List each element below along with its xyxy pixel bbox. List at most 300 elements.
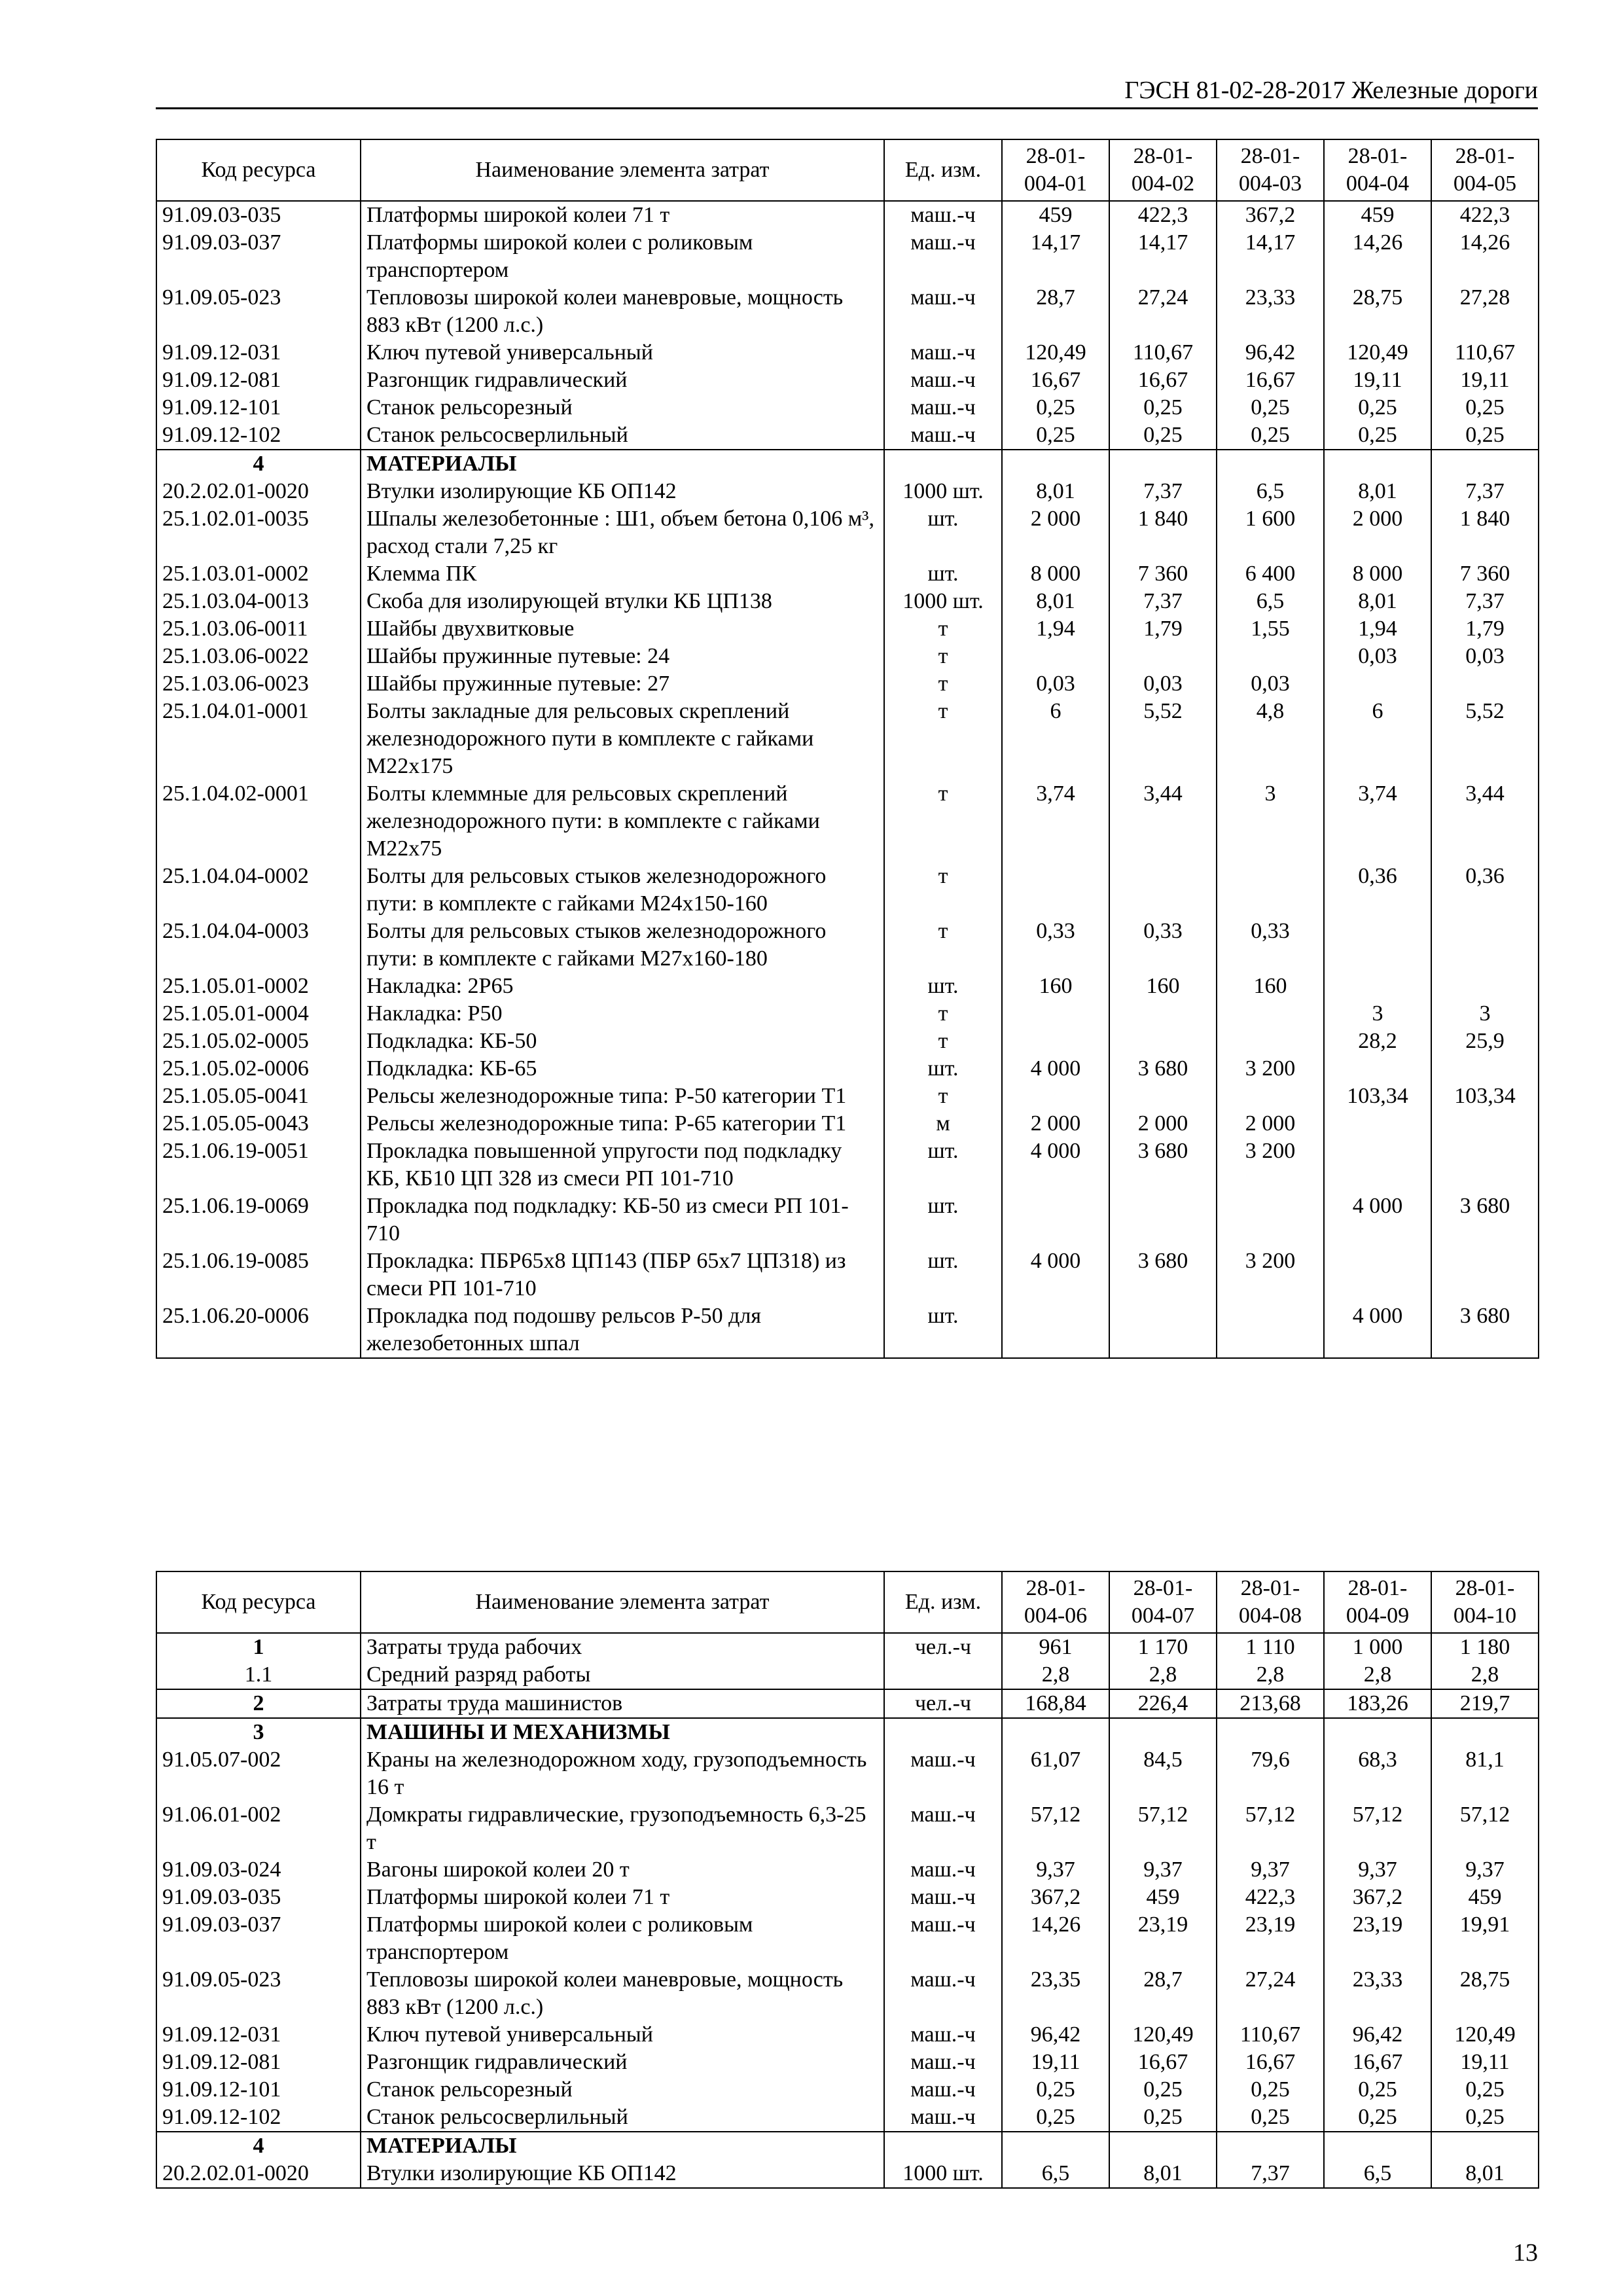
value-cell bbox=[1431, 2132, 1539, 2160]
column-header: 28-01-004-05 bbox=[1431, 139, 1539, 201]
value-cell: 0,36 bbox=[1431, 863, 1539, 918]
value-cell: 27,28 bbox=[1431, 284, 1539, 339]
table-row bbox=[156, 394, 1539, 422]
resource-code: 91.09.03-035 bbox=[156, 201, 361, 229]
value-cell: 57,12 bbox=[1002, 1801, 1109, 1856]
unit-cell: маш.-ч bbox=[884, 367, 1002, 394]
value-cell: 0,33 bbox=[1109, 918, 1217, 973]
resource-code: 25.1.04.02-0001 bbox=[156, 780, 361, 863]
value-cell: 1 600 bbox=[1217, 505, 1324, 560]
resource-table-1 bbox=[156, 139, 1539, 1359]
value-cell: 28,7 bbox=[1109, 1966, 1217, 2021]
section-row bbox=[156, 450, 1539, 478]
value-cell: 0,25 bbox=[1002, 422, 1109, 450]
value-cell: 0,25 bbox=[1109, 422, 1217, 450]
value-cell bbox=[1109, 1028, 1217, 1055]
value-cell: 160 bbox=[1002, 973, 1109, 1000]
value-cell bbox=[1109, 1193, 1217, 1247]
value-cell: 14,26 bbox=[1002, 1911, 1109, 1966]
value-cell: 0,25 bbox=[1109, 2076, 1217, 2104]
value-cell: 459 bbox=[1109, 1884, 1217, 1911]
value-cell: 8,01 bbox=[1324, 588, 1431, 615]
resource-code: 25.1.03.06-0011 bbox=[156, 615, 361, 643]
value-cell: 0,25 bbox=[1324, 2104, 1431, 2132]
column-header: 28-01-004-03 bbox=[1217, 139, 1324, 201]
table-row bbox=[156, 1801, 1539, 1856]
column-header: Код ресурса bbox=[156, 1571, 361, 1633]
value-cell bbox=[1324, 973, 1431, 1000]
value-cell: 0,25 bbox=[1002, 394, 1109, 422]
unit-cell: маш.-ч bbox=[884, 2021, 1002, 2049]
value-cell: 422,3 bbox=[1217, 1884, 1324, 1911]
value-cell bbox=[1002, 1028, 1109, 1055]
value-cell: 8,01 bbox=[1431, 2160, 1539, 2188]
value-cell: 27,24 bbox=[1217, 1966, 1324, 2021]
column-header: 28-01-004-02 bbox=[1109, 139, 1217, 201]
table-row bbox=[156, 780, 1539, 863]
value-cell: 8,01 bbox=[1324, 478, 1431, 505]
value-cell: 5,52 bbox=[1431, 698, 1539, 780]
table-row bbox=[156, 339, 1539, 367]
table-row bbox=[156, 1633, 1539, 1661]
value-cell: 6 400 bbox=[1217, 560, 1324, 588]
page-number: 13 bbox=[1513, 2239, 1538, 2267]
value-cell: 0,03 bbox=[1324, 643, 1431, 670]
table-row bbox=[156, 973, 1539, 1000]
value-cell: 2 000 bbox=[1324, 505, 1431, 560]
resource-name: Разгонщик гидравлический bbox=[361, 367, 884, 394]
value-cell: 81,1 bbox=[1431, 1746, 1539, 1801]
unit-cell: маш.-ч bbox=[884, 2076, 1002, 2104]
value-cell: 9,37 bbox=[1431, 1856, 1539, 1884]
value-cell bbox=[1217, 1000, 1324, 1028]
value-cell: 459 bbox=[1324, 201, 1431, 229]
value-cell: 8,01 bbox=[1002, 588, 1109, 615]
value-cell: 2 000 bbox=[1002, 505, 1109, 560]
value-cell: 3 bbox=[1431, 1000, 1539, 1028]
resource-name: МАТЕРИАЛЫ bbox=[361, 450, 884, 478]
resource-name: Шайбы пружинные путевые: 24 bbox=[361, 643, 884, 670]
table-row bbox=[156, 1746, 1539, 1801]
value-cell: 226,4 bbox=[1109, 1689, 1217, 1718]
resource-code: 3 bbox=[156, 1718, 361, 1746]
value-cell: 0,03 bbox=[1431, 643, 1539, 670]
value-cell bbox=[1217, 1028, 1324, 1055]
value-cell bbox=[1109, 2132, 1217, 2160]
column-header: Наименование элемента затрат bbox=[361, 1571, 884, 1633]
resource-code: 25.1.03.06-0022 bbox=[156, 643, 361, 670]
value-cell: 1 840 bbox=[1431, 505, 1539, 560]
value-cell bbox=[1431, 1138, 1539, 1193]
value-cell: 16,67 bbox=[1002, 367, 1109, 394]
value-cell bbox=[1431, 1110, 1539, 1138]
value-cell bbox=[1324, 670, 1431, 698]
value-cell bbox=[1109, 643, 1217, 670]
unit-cell bbox=[884, 450, 1002, 478]
value-cell: 28,2 bbox=[1324, 1028, 1431, 1055]
resource-code: 91.09.12-031 bbox=[156, 339, 361, 367]
unit-cell: маш.-ч bbox=[884, 339, 1002, 367]
value-cell: 2,8 bbox=[1002, 1661, 1109, 1689]
value-cell: 84,5 bbox=[1109, 1746, 1217, 1801]
resource-name: Платформы широкой колеи с роликовым транспортером bbox=[361, 229, 884, 284]
unit-cell: маш.-ч bbox=[884, 1884, 1002, 1911]
value-cell: 0,33 bbox=[1002, 918, 1109, 973]
value-cell: 57,12 bbox=[1109, 1801, 1217, 1856]
unit-cell: 1000 шт. bbox=[884, 588, 1002, 615]
resource-code: 25.1.04.04-0002 bbox=[156, 863, 361, 918]
resource-code: 91.09.03-037 bbox=[156, 1911, 361, 1966]
table-row bbox=[156, 505, 1539, 560]
section-row bbox=[156, 1718, 1539, 1746]
resource-code: 25.1.02.01-0035 bbox=[156, 505, 361, 560]
unit-cell: маш.-ч bbox=[884, 1966, 1002, 2021]
value-cell: 3 680 bbox=[1109, 1247, 1217, 1302]
table-row bbox=[156, 1661, 1539, 1689]
unit-cell: т bbox=[884, 670, 1002, 698]
value-cell bbox=[1217, 1193, 1324, 1247]
unit-cell: маш.-ч bbox=[884, 394, 1002, 422]
unit-cell: маш.-ч bbox=[884, 422, 1002, 450]
table-row bbox=[156, 1302, 1539, 1358]
resource-name: Болты для рельсовых стыков железнодорожного пути: в комплекте с гайками М24х150-160 bbox=[361, 863, 884, 918]
resource-name: Платформы широкой колеи с роликовым транспортером bbox=[361, 1911, 884, 1966]
resource-code: 25.1.05.02-0005 bbox=[156, 1028, 361, 1055]
resource-name: Болты закладные для рельсовых скреплений железнодорожного пути в комплекте с гайками М22х175 bbox=[361, 698, 884, 780]
value-cell: 57,12 bbox=[1217, 1801, 1324, 1856]
value-cell: 19,11 bbox=[1002, 2049, 1109, 2076]
value-cell: 57,12 bbox=[1324, 1801, 1431, 1856]
resource-code: 1.1 bbox=[156, 1661, 361, 1689]
value-cell: 0,25 bbox=[1431, 2104, 1539, 2132]
value-cell: 8,01 bbox=[1002, 478, 1109, 505]
resource-name: Шайбы пружинные путевые: 27 bbox=[361, 670, 884, 698]
table-row bbox=[156, 588, 1539, 615]
value-cell: 120,49 bbox=[1324, 339, 1431, 367]
resource-name: Домкраты гидравлические, грузоподъемность 6,3-25 т bbox=[361, 1801, 884, 1856]
column-header: Код ресурса bbox=[156, 139, 361, 201]
resource-code: 91.09.03-037 bbox=[156, 229, 361, 284]
unit-cell: т bbox=[884, 1000, 1002, 1028]
unit-cell: маш.-ч bbox=[884, 1801, 1002, 1856]
resource-code: 91.09.12-031 bbox=[156, 2021, 361, 2049]
unit-cell: чел.-ч bbox=[884, 1689, 1002, 1718]
resource-code: 91.09.05-023 bbox=[156, 1966, 361, 2021]
value-cell bbox=[1324, 918, 1431, 973]
resource-name: Шпалы железобетонные : Ш1, объем бетона 0,106 м³, расход стали 7,25 кг bbox=[361, 505, 884, 560]
document-title: ГЭСН 81-02-28-2017 Железные дороги bbox=[1124, 77, 1538, 104]
unit-cell: шт. bbox=[884, 1247, 1002, 1302]
resource-name: Болты для рельсовых стыков железнодорожного пути: в комплекте с гайками М27х160-180 bbox=[361, 918, 884, 973]
resource-name: Прокладка повышенной упругости под подкладку КБ, КБ10 ЦП 328 из смеси РП 101-710 bbox=[361, 1138, 884, 1193]
value-cell bbox=[1324, 1055, 1431, 1083]
unit-cell: т bbox=[884, 780, 1002, 863]
value-cell: 7,37 bbox=[1431, 588, 1539, 615]
table-row bbox=[156, 863, 1539, 918]
value-cell: 9,37 bbox=[1109, 1856, 1217, 1884]
resource-name: Втулки изолирующие КБ ОП142 bbox=[361, 478, 884, 505]
value-cell: 9,37 bbox=[1324, 1856, 1431, 1884]
resource-name: Платформы широкой колеи 71 т bbox=[361, 201, 884, 229]
value-cell: 459 bbox=[1431, 1884, 1539, 1911]
value-cell: 961 bbox=[1002, 1633, 1109, 1661]
table-row bbox=[156, 615, 1539, 643]
unit-cell: т bbox=[884, 1083, 1002, 1110]
unit-cell: шт. bbox=[884, 1302, 1002, 1358]
resource-name: Прокладка: ПБР65х8 ЦП143 (ПБР 65х7 ЦП318) из смеси РП 101-710 bbox=[361, 1247, 884, 1302]
value-cell: 2,8 bbox=[1109, 1661, 1217, 1689]
value-cell: 7,37 bbox=[1431, 478, 1539, 505]
unit-cell bbox=[884, 1661, 1002, 1689]
value-cell: 183,26 bbox=[1324, 1689, 1431, 1718]
value-cell: 0,25 bbox=[1431, 394, 1539, 422]
value-cell bbox=[1431, 1718, 1539, 1746]
value-cell: 7,37 bbox=[1109, 588, 1217, 615]
column-header: 28-01-004-08 bbox=[1217, 1571, 1324, 1633]
table-row bbox=[156, 2160, 1539, 2188]
unit-cell: м bbox=[884, 1110, 1002, 1138]
unit-cell: т bbox=[884, 643, 1002, 670]
table-row bbox=[156, 2104, 1539, 2132]
resource-code: 91.09.12-101 bbox=[156, 2076, 361, 2104]
value-cell bbox=[1109, 1302, 1217, 1358]
resource-code: 25.1.05.02-0006 bbox=[156, 1055, 361, 1083]
unit-cell: т bbox=[884, 615, 1002, 643]
value-cell bbox=[1324, 1247, 1431, 1302]
resource-code: 25.1.05.01-0002 bbox=[156, 973, 361, 1000]
resource-name: Станок рельсосверлильный bbox=[361, 422, 884, 450]
value-cell: 6 bbox=[1324, 698, 1431, 780]
value-cell: 1,55 bbox=[1217, 615, 1324, 643]
table-row bbox=[156, 2021, 1539, 2049]
value-cell: 3 bbox=[1217, 780, 1324, 863]
value-cell: 14,17 bbox=[1002, 229, 1109, 284]
value-cell: 2,8 bbox=[1431, 1661, 1539, 1689]
resource-name: Средний разряд работы bbox=[361, 1661, 884, 1689]
unit-cell: маш.-ч bbox=[884, 201, 1002, 229]
value-cell: 110,67 bbox=[1217, 2021, 1324, 2049]
column-header: Ед. изм. bbox=[884, 1571, 1002, 1633]
table-row bbox=[156, 670, 1539, 698]
value-cell: 5,52 bbox=[1109, 698, 1217, 780]
value-cell: 8 000 bbox=[1324, 560, 1431, 588]
resource-name: МАТЕРИАЛЫ bbox=[361, 2132, 884, 2160]
resource-name: Рельсы железнодорожные типа: Р-65 категории Т1 bbox=[361, 1110, 884, 1138]
resource-code: 91.09.12-101 bbox=[156, 394, 361, 422]
value-cell bbox=[1431, 450, 1539, 478]
value-cell bbox=[1002, 1193, 1109, 1247]
unit-cell: 1000 шт. bbox=[884, 2160, 1002, 2188]
resource-code: 25.1.03.04-0013 bbox=[156, 588, 361, 615]
value-cell: 61,07 bbox=[1002, 1746, 1109, 1801]
resource-name: Разгонщик гидравлический bbox=[361, 2049, 884, 2076]
resource-code: 25.1.05.05-0043 bbox=[156, 1110, 361, 1138]
table-row bbox=[156, 918, 1539, 973]
value-cell bbox=[1002, 2132, 1109, 2160]
resource-code: 91.06.01-002 bbox=[156, 1801, 361, 1856]
value-cell: 14,17 bbox=[1109, 229, 1217, 284]
value-cell bbox=[1431, 918, 1539, 973]
value-cell: 2 000 bbox=[1002, 1110, 1109, 1138]
value-cell: 16,67 bbox=[1324, 2049, 1431, 2076]
unit-cell: т bbox=[884, 863, 1002, 918]
resource-table-2 bbox=[156, 1571, 1539, 2189]
unit-cell: т bbox=[884, 1028, 1002, 1055]
column-header: 28-01-004-04 bbox=[1324, 139, 1431, 201]
value-cell: 8,01 bbox=[1109, 2160, 1217, 2188]
value-cell: 0,25 bbox=[1217, 2076, 1324, 2104]
value-cell: 68,3 bbox=[1324, 1746, 1431, 1801]
column-header: 28-01-004-09 bbox=[1324, 1571, 1431, 1633]
value-cell: 120,49 bbox=[1002, 339, 1109, 367]
value-cell: 3 680 bbox=[1109, 1138, 1217, 1193]
value-cell bbox=[1002, 1302, 1109, 1358]
value-cell: 4 000 bbox=[1324, 1193, 1431, 1247]
table-row bbox=[156, 1138, 1539, 1193]
value-cell bbox=[1324, 1718, 1431, 1746]
section-row bbox=[156, 2132, 1539, 2160]
resource-code: 91.09.03-024 bbox=[156, 1856, 361, 1884]
value-cell: 367,2 bbox=[1324, 1884, 1431, 1911]
resource-code: 91.09.12-081 bbox=[156, 367, 361, 394]
value-cell: 79,6 bbox=[1217, 1746, 1324, 1801]
value-cell bbox=[1431, 973, 1539, 1000]
value-cell: 6,5 bbox=[1002, 2160, 1109, 2188]
resource-code: 4 bbox=[156, 2132, 361, 2160]
column-header: 28-01-004-06 bbox=[1002, 1571, 1109, 1633]
value-cell: 96,42 bbox=[1002, 2021, 1109, 2049]
value-cell: 3 bbox=[1324, 1000, 1431, 1028]
value-cell: 3 200 bbox=[1217, 1247, 1324, 1302]
value-cell: 9,37 bbox=[1002, 1856, 1109, 1884]
resource-name: Подкладка: КБ-65 bbox=[361, 1055, 884, 1083]
table-row bbox=[156, 478, 1539, 505]
table-row bbox=[156, 367, 1539, 394]
resource-code: 20.2.02.01-0020 bbox=[156, 2160, 361, 2188]
value-cell bbox=[1324, 2132, 1431, 2160]
value-cell: 27,24 bbox=[1109, 284, 1217, 339]
value-cell: 96,42 bbox=[1324, 2021, 1431, 2049]
value-cell: 0,36 bbox=[1324, 863, 1431, 918]
resource-code: 91.09.05-023 bbox=[156, 284, 361, 339]
table-row bbox=[156, 422, 1539, 450]
value-cell: 16,67 bbox=[1217, 367, 1324, 394]
value-cell bbox=[1217, 863, 1324, 918]
value-cell: 0,25 bbox=[1431, 422, 1539, 450]
value-cell: 23,35 bbox=[1002, 1966, 1109, 2021]
resource-code: 25.1.06.20-0006 bbox=[156, 1302, 361, 1358]
value-cell: 19,91 bbox=[1431, 1911, 1539, 1966]
value-cell bbox=[1002, 863, 1109, 918]
resource-name: Станок рельсосверлильный bbox=[361, 2104, 884, 2132]
resource-name: Подкладка: КБ-50 bbox=[361, 1028, 884, 1055]
unit-cell: маш.-ч bbox=[884, 284, 1002, 339]
table-row bbox=[156, 698, 1539, 780]
value-cell: 0,03 bbox=[1217, 670, 1324, 698]
value-cell bbox=[1109, 1083, 1217, 1110]
table-row bbox=[156, 560, 1539, 588]
value-cell: 16,67 bbox=[1109, 2049, 1217, 2076]
unit-cell: маш.-ч bbox=[884, 2049, 1002, 2076]
unit-cell: шт. bbox=[884, 1193, 1002, 1247]
table-row bbox=[156, 1193, 1539, 1247]
value-cell: 3 200 bbox=[1217, 1055, 1324, 1083]
table-row bbox=[156, 1856, 1539, 1884]
value-cell: 7 360 bbox=[1431, 560, 1539, 588]
value-cell: 160 bbox=[1109, 973, 1217, 1000]
table-row bbox=[156, 1028, 1539, 1055]
value-cell: 6,5 bbox=[1217, 588, 1324, 615]
resource-name: Ключ путевой универсальный bbox=[361, 339, 884, 367]
table-row bbox=[156, 1689, 1539, 1718]
value-cell: 103,34 bbox=[1431, 1083, 1539, 1110]
resource-code: 2 bbox=[156, 1689, 361, 1718]
value-cell bbox=[1217, 643, 1324, 670]
value-cell: 0,25 bbox=[1002, 2104, 1109, 2132]
value-cell: 14,26 bbox=[1324, 229, 1431, 284]
table-row bbox=[156, 1247, 1539, 1302]
value-cell: 103,34 bbox=[1324, 1083, 1431, 1110]
value-cell: 0,25 bbox=[1324, 2076, 1431, 2104]
value-cell: 0,25 bbox=[1324, 394, 1431, 422]
resource-code: 91.05.07-002 bbox=[156, 1746, 361, 1801]
resource-code: 25.1.03.06-0023 bbox=[156, 670, 361, 698]
unit-cell bbox=[884, 1718, 1002, 1746]
table-header-row bbox=[156, 1571, 1539, 1633]
table-row bbox=[156, 201, 1539, 229]
value-cell bbox=[1002, 1000, 1109, 1028]
value-cell: 459 bbox=[1002, 201, 1109, 229]
value-cell bbox=[1002, 643, 1109, 670]
value-cell: 2,8 bbox=[1217, 1661, 1324, 1689]
value-cell: 6,5 bbox=[1324, 2160, 1431, 2188]
unit-cell: т bbox=[884, 918, 1002, 973]
value-cell: 6,5 bbox=[1217, 478, 1324, 505]
unit-cell: маш.-ч bbox=[884, 1911, 1002, 1966]
unit-cell: шт. bbox=[884, 560, 1002, 588]
value-cell: 0,25 bbox=[1109, 394, 1217, 422]
value-cell: 110,67 bbox=[1109, 339, 1217, 367]
value-cell bbox=[1324, 1110, 1431, 1138]
resource-code: 25.1.04.01-0001 bbox=[156, 698, 361, 780]
value-cell: 19,11 bbox=[1431, 367, 1539, 394]
value-cell: 4 000 bbox=[1002, 1247, 1109, 1302]
resource-name: Платформы широкой колеи 71 т bbox=[361, 1884, 884, 1911]
value-cell bbox=[1324, 1138, 1431, 1193]
resource-name: Скоба для изолирующей втулки КБ ЦП138 bbox=[361, 588, 884, 615]
unit-cell: шт. bbox=[884, 505, 1002, 560]
resource-code: 25.1.04.04-0003 bbox=[156, 918, 361, 973]
table-row bbox=[156, 2076, 1539, 2104]
column-header: 28-01-004-10 bbox=[1431, 1571, 1539, 1633]
unit-cell: чел.-ч bbox=[884, 1633, 1002, 1661]
value-cell: 2 000 bbox=[1217, 1110, 1324, 1138]
value-cell: 1 840 bbox=[1109, 505, 1217, 560]
value-cell bbox=[1217, 2132, 1324, 2160]
resource-code: 25.1.05.01-0004 bbox=[156, 1000, 361, 1028]
value-cell: 23,33 bbox=[1217, 284, 1324, 339]
unit-cell: шт. bbox=[884, 973, 1002, 1000]
value-cell: 0,03 bbox=[1002, 670, 1109, 698]
document-header bbox=[156, 73, 1538, 109]
value-cell: 7,37 bbox=[1217, 2160, 1324, 2188]
resource-code: 25.1.06.19-0085 bbox=[156, 1247, 361, 1302]
unit-cell: т bbox=[884, 698, 1002, 780]
value-cell: 1 110 bbox=[1217, 1633, 1324, 1661]
value-cell: 4 000 bbox=[1002, 1138, 1109, 1193]
resource-name: Вагоны широкой колеи 20 т bbox=[361, 1856, 884, 1884]
table-row bbox=[156, 1055, 1539, 1083]
